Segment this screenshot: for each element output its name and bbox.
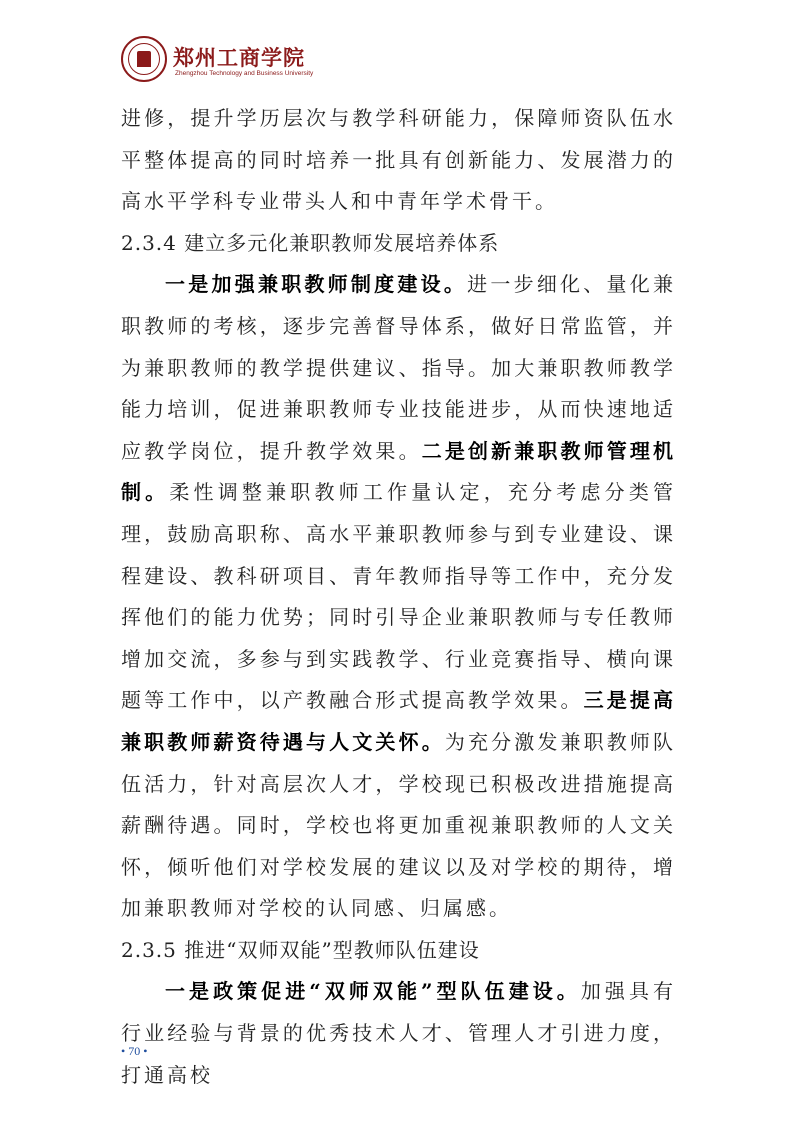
bold-lead: 二是创新兼职教师管理机制。	[121, 438, 677, 505]
school-name: 郑州工商学院	[173, 45, 305, 70]
paragraph-text: 柔性调整兼职教师工作量认定，充分考虑分类管理，鼓励高职称、高水平兼职教师参与到专业建设、课程建设、教科研项目、青年教师指导等工作中，充分发挥他们的能力优势；同时引导企业兼职教师与专任教师增加交流，多参与到实践教学、行业竞赛指导、横向课题等工作中，以产教融合形式提高教学效果。	[121, 480, 677, 713]
page-header	[121, 36, 421, 86]
section-heading: 2.3.4 建立多元化兼职教师发展培养体系	[121, 230, 500, 255]
paragraph	[121, 264, 676, 930]
document-body	[121, 98, 676, 1096]
bold-lead: 一是加强兼职教师制度建设。	[165, 272, 468, 297]
paragraph-text: 为充分激发兼职教师队伍活力，针对高层次人才，学校现已积极改进措施提高薪酬待遇。同时，学校也将更加重视兼职教师的人文关怀，倾听他们对学校发展的建议以及对学校的期待，增加兼职教师对学校的认同感、归属感。	[121, 729, 677, 921]
paragraph	[121, 971, 676, 1096]
bold-lead: 三是提高兼职教师薪资待遇与人文关怀。	[121, 688, 677, 754]
school-seal-logo	[121, 36, 167, 82]
school-name-en: Zhengzhou Technology and Business University	[175, 70, 314, 77]
section-heading: 2.3.5 推进“双师双能”型教师队伍建设	[121, 937, 480, 962]
paragraph-text: 加强具有行业经验与背景的优秀技术人才、管理人才引进力度，打通高校	[121, 979, 676, 1087]
page-number: • 70 •	[121, 1044, 148, 1058]
paragraph: 进修，提升学历层次与教学科研能力，保障师资队伍水平整体提高的同时培养一批具有创新能力、发展潜力的高水平学科专业带头人和中青年学术骨干。	[121, 106, 676, 214]
paragraph-text: 进一步细化、量化兼职教师的考核，逐步完善督导体系，做好日常监管，并为兼职教师的教学提供建议、指导。加大兼职教师教学能力培训，促进兼职教师专业技能进步，从而快速地适应教学岗位，提升教学效果。	[121, 272, 677, 463]
bold-lead: 一是政策促进“双师双能”型队伍建设。	[165, 979, 581, 1004]
